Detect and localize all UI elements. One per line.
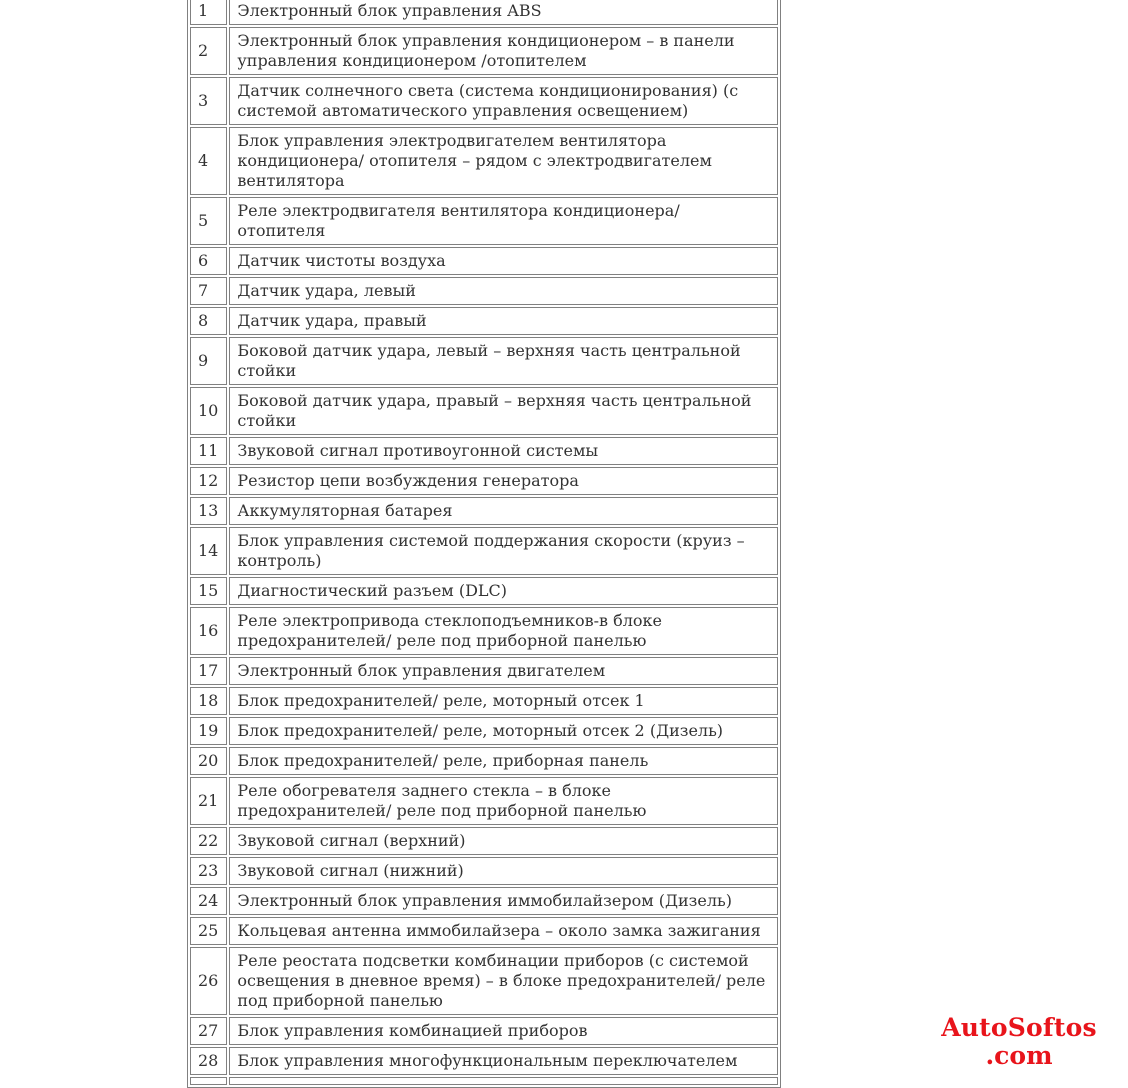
row-description: Блок предохранителей/ реле, моторный отсек 2 (Дизель)	[229, 717, 778, 745]
row-description: Электронный блок управления ABS	[229, 0, 778, 25]
row-description: Блок управления электродвигателем вентилятора кондиционера/ отопителя – рядом с электродвигателем вентилятора	[229, 127, 778, 195]
row-description: Электронный блок управления кондиционером – в панели управления кондиционером /отопителем	[229, 27, 778, 75]
row-number: 1	[190, 0, 227, 25]
watermark-domain: .com	[985, 1041, 1053, 1070]
row-number: 19	[190, 717, 227, 745]
table-row	[190, 887, 778, 915]
row-description: Реле электропривода стеклоподъемников-в блоке предохранителей/ реле под приборной панелью	[229, 607, 778, 655]
table-row	[190, 387, 778, 435]
row-number: 15	[190, 577, 227, 605]
row-description: Боковой датчик удара, левый – верхняя часть центральной стойки	[229, 337, 778, 385]
row-number: 5	[190, 197, 227, 245]
row-number: 8	[190, 307, 227, 335]
row-description: Блок предохранителей/ реле, моторный отсек 1	[229, 687, 778, 715]
row-number: 22	[190, 827, 227, 855]
row-number: 21	[190, 777, 227, 825]
row-number: 20	[190, 747, 227, 775]
row-number: 6	[190, 247, 227, 275]
table-row	[190, 657, 778, 685]
row-description: Звуковой сигнал (нижний)	[229, 857, 778, 885]
row-description: Электронный блок управления двигателем	[229, 657, 778, 685]
table-row	[190, 607, 778, 655]
row-description: Блок управления комбинацией приборов	[229, 1017, 778, 1045]
row-number: 11	[190, 437, 227, 465]
row-description: Датчик удара, правый	[229, 307, 778, 335]
table-row	[190, 857, 778, 885]
watermark-brand: AutoSoftos	[941, 1013, 1097, 1042]
row-description: Кольцевая антенна иммобилайзера – около замка зажигания	[229, 917, 778, 945]
table-row	[190, 247, 778, 275]
table-row	[190, 467, 778, 495]
table-row	[190, 687, 778, 715]
row-description: Боковой датчик удара, правый – верхняя часть центральной стойки	[229, 387, 778, 435]
table-row	[190, 747, 778, 775]
row-number: 25	[190, 917, 227, 945]
row-number: 12	[190, 467, 227, 495]
table-row	[190, 917, 778, 945]
row-number: 27	[190, 1017, 227, 1045]
row-number: 4	[190, 127, 227, 195]
row-number	[190, 1077, 227, 1085]
row-number: 24	[190, 887, 227, 915]
row-description: Диагностический разъем (DLC)	[229, 577, 778, 605]
row-number: 28	[190, 1047, 227, 1075]
table-row	[190, 27, 778, 75]
table-row	[190, 77, 778, 125]
row-description: Аккумуляторная батарея	[229, 497, 778, 525]
row-number: 26	[190, 947, 227, 1015]
table-row	[190, 1077, 778, 1085]
row-description: Реле электродвигателя вентилятора кондиционера/ отопителя	[229, 197, 778, 245]
table-row	[190, 197, 778, 245]
legend-table-body	[190, 0, 778, 1085]
row-number: 3	[190, 77, 227, 125]
table-row	[190, 577, 778, 605]
table-row	[190, 277, 778, 305]
table-row	[190, 0, 778, 25]
row-description: Резистор цепи возбуждения генератора	[229, 467, 778, 495]
row-number: 13	[190, 497, 227, 525]
row-description: Электронный блок управления иммобилайзером (Дизель)	[229, 887, 778, 915]
row-description: Датчик удара, левый	[229, 277, 778, 305]
row-description: Звуковой сигнал противоугонной системы	[229, 437, 778, 465]
row-description: Блок управления многофункциональным переключателем	[229, 1047, 778, 1075]
row-number: 14	[190, 527, 227, 575]
row-number: 18	[190, 687, 227, 715]
row-number: 17	[190, 657, 227, 685]
row-description: Звуковой сигнал (верхний)	[229, 827, 778, 855]
row-number: 2	[190, 27, 227, 75]
table-row	[190, 1047, 778, 1075]
row-description: Блок управления системой поддержания скорости (круиз – контроль)	[229, 527, 778, 575]
row-description: Датчик солнечного света (система кондиционирования) (с системой автоматического управления освещением)	[229, 77, 778, 125]
table-row	[190, 717, 778, 745]
row-number: 9	[190, 337, 227, 385]
row-description: Блок предохранителей/ реле, приборная панель	[229, 747, 778, 775]
row-description: Реле реостата подсветки комбинации приборов (с системой освещения в дневное время) – в блоке предохранителей/ реле под приборной панелью	[229, 947, 778, 1015]
table-row	[190, 307, 778, 335]
table-row	[190, 1017, 778, 1045]
row-number: 23	[190, 857, 227, 885]
component-legend-table	[187, 0, 781, 1088]
table-row	[190, 827, 778, 855]
row-number: 10	[190, 387, 227, 435]
table-row	[190, 777, 778, 825]
row-number: 7	[190, 277, 227, 305]
row-description: Реле обогревателя заднего стекла – в блоке предохранителей/ реле под приборной панелью	[229, 777, 778, 825]
table-row	[190, 947, 778, 1015]
autosoftos-watermark	[924, 1014, 1114, 1070]
table-row	[190, 527, 778, 575]
table-row	[190, 127, 778, 195]
legend-table-container	[187, 0, 781, 1088]
table-row	[190, 437, 778, 465]
row-description	[229, 1077, 778, 1085]
row-number: 16	[190, 607, 227, 655]
row-description: Датчик чистоты воздуха	[229, 247, 778, 275]
table-row	[190, 337, 778, 385]
table-row	[190, 497, 778, 525]
